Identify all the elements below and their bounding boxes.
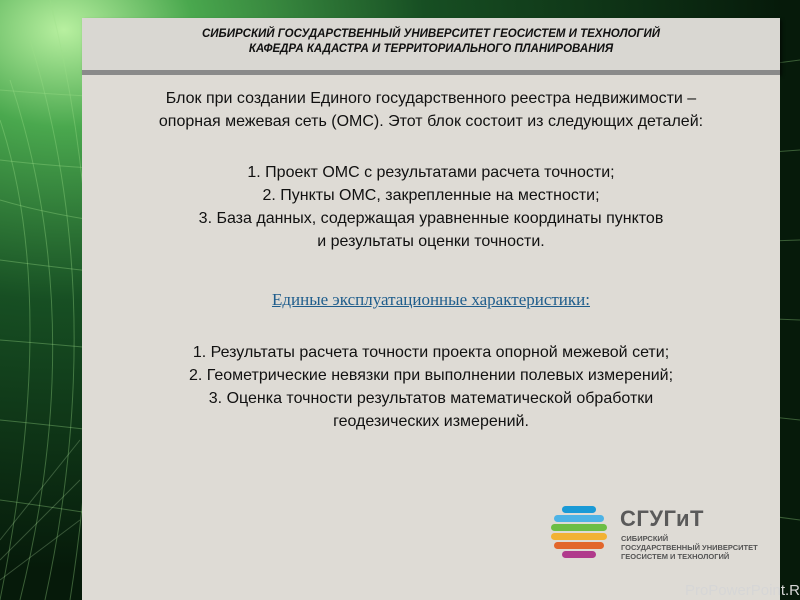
intro-line: опорная межевая сеть (ОМС). Этот блок состоит из следующих деталей: xyxy=(158,113,704,130)
logo-full-name xyxy=(621,534,771,561)
characteristics-list xyxy=(82,341,780,433)
list-item: 2. Пункты ОМС, закрепленные на местности; xyxy=(262,187,600,204)
logo-abbreviation: СГУГиТ xyxy=(620,506,704,531)
logo-line: СИБИРСКИЙ xyxy=(621,534,669,543)
list-item: геодезических измерений. xyxy=(333,413,529,430)
logo-line: ГЕОСИСТЕМ И ТЕХНОЛОГИЙ xyxy=(621,552,730,561)
list-item: 1. Проект ОМС с результатами расчета точности; xyxy=(247,164,615,181)
intro-paragraph xyxy=(82,87,780,133)
list-item: 1. Результаты расчета точности проекта опорной межевой сети; xyxy=(192,344,670,361)
globe-logo-icon xyxy=(548,500,610,562)
content-panel xyxy=(82,75,780,600)
intro-line: Блок при создании Единого государственного реестра недвижимости – xyxy=(165,90,697,107)
list-item: 3. База данных, содержащая уравненные координаты пунктов xyxy=(198,210,664,227)
characteristics-heading: Единые эксплуатационные характеристики: xyxy=(271,290,590,309)
list-item: 3. Оценка точности результатов математической обработки xyxy=(208,390,654,407)
logo-line: ГОСУДАРСТВЕННЫЙ УНИВЕРСИТЕТ xyxy=(621,543,758,552)
steps-list xyxy=(82,161,780,253)
header-bar xyxy=(82,18,780,74)
university-name: СИБИРСКИЙ ГОСУДАРСТВЕННЫЙ УНИВЕРСИТЕТ ГЕОСИСТЕМ И ТЕХНОЛОГИЙ xyxy=(201,28,661,40)
university-logo xyxy=(548,500,768,568)
list-item: 2. Геометрические невязки при выполнении полевых измерений; xyxy=(188,367,674,384)
list-item: и результаты оценки точности. xyxy=(317,233,545,250)
watermark: ProPowerPoint.R xyxy=(684,582,800,599)
department-name: КАФЕДРА КАДАСТРА И ТЕРРИТОРИАЛЬНОГО ПЛАНИРОВАНИЯ xyxy=(248,43,614,55)
